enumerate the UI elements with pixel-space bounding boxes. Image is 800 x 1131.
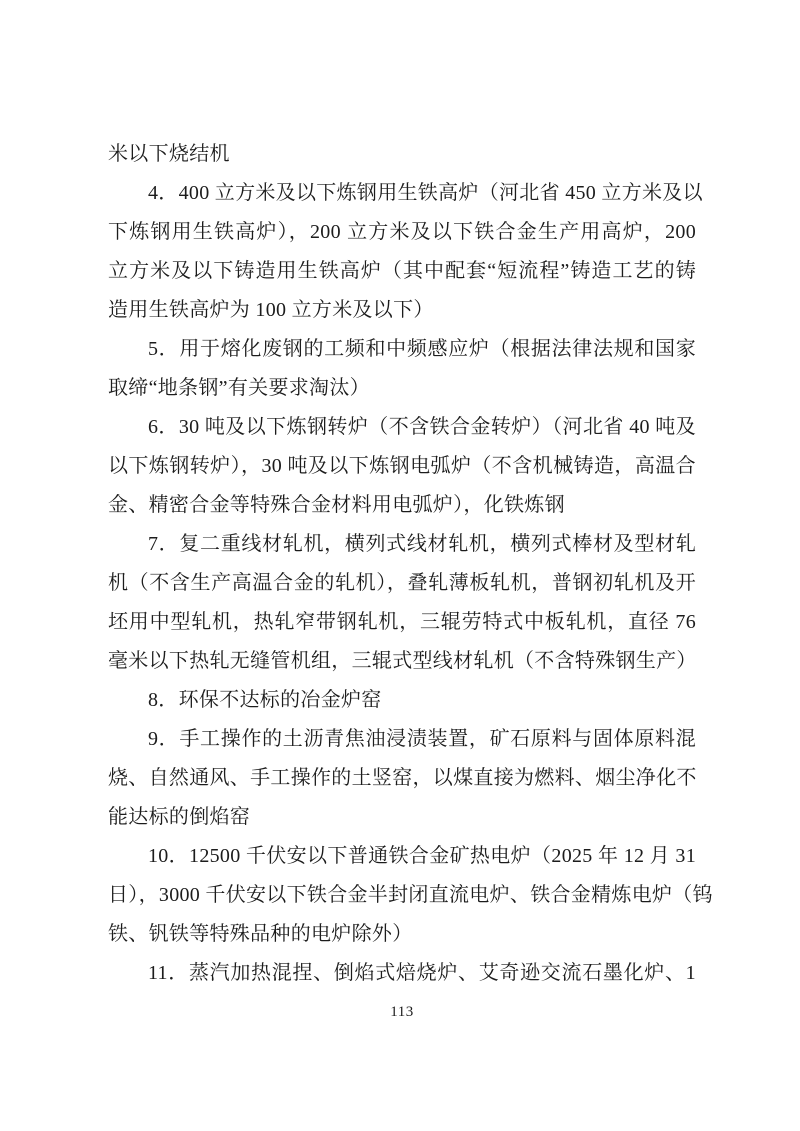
list-item-7 bbox=[108, 525, 696, 681]
text-line: 9．手工操作的土沥青焦油浸渍装置，矿石原料与固体原料混 bbox=[148, 728, 696, 750]
text-line: 7．复二重线材轧机，横列式线材轧机，横列式棒材及型材轧 bbox=[148, 533, 696, 555]
text-line: 毫米以下热轧无缝管机组，三辊式型线材轧机（不含特殊钢生产） bbox=[108, 650, 697, 672]
text-line: 能达标的倒焰窑 bbox=[108, 806, 251, 828]
text-line: 机（不含生产高温合金的轧机），叠轧薄板轧机，普钢初轧机及开 bbox=[108, 572, 696, 594]
list-item-10 bbox=[108, 837, 713, 954]
text-line: 4．400 立方米及以下炼钢用生铁高炉（河北省 450 立方米及以 bbox=[148, 182, 703, 204]
list-item-9 bbox=[108, 720, 696, 837]
text-line: 6．30 吨及以下炼钢转炉（不含铁合金转炉）（河北省 40 吨及 bbox=[148, 416, 696, 438]
list-item-8 bbox=[108, 681, 696, 720]
text-line: 日），3000 千伏安以下铁合金半封闭直流电炉、铁合金精炼电炉（钨 bbox=[108, 884, 713, 906]
document-body bbox=[108, 135, 713, 993]
text-line: 10．12500 千伏安以下普通铁合金矿热电炉（2025 年 12 月 31 bbox=[148, 845, 696, 867]
text-line: 8．环保不达标的冶金炉窑 bbox=[148, 689, 382, 711]
text-line: 烧、自然通风、手工操作的土竖窑，以煤直接为燃料、烟尘净化不 bbox=[108, 767, 697, 789]
page-number: 113 bbox=[390, 1004, 414, 1020]
text-line: 11．蒸汽加热混捏、倒焰式焙烧炉、艾奇逊交流石墨化炉、1 bbox=[148, 962, 696, 984]
page-footer bbox=[108, 1002, 696, 1022]
text-line: 造用生铁高炉为 100 立方米及以下） bbox=[108, 299, 434, 321]
text-line: 下炼钢用生铁高炉），200 立方米及以下铁合金生产用高炉，200 bbox=[108, 221, 696, 243]
paragraph-continuation bbox=[108, 135, 696, 174]
list-item-5 bbox=[108, 330, 696, 408]
text-line: 坯用中型轧机，热轧窄带钢轧机，三辊劳特式中板轧机，直径 76 bbox=[108, 611, 696, 633]
list-item-4 bbox=[108, 174, 703, 330]
text-line: 金、精密合金等特殊合金材料用电弧炉），化铁炼钢 bbox=[108, 494, 565, 516]
text-line: 铁、钒铁等特殊品种的电炉除外） bbox=[108, 923, 413, 945]
text-line: 5．用于熔化废钢的工频和中频感应炉（根据法律法规和国家 bbox=[148, 338, 696, 360]
text-line: 立方米及以下铸造用生铁高炉（其中配套“短流程”铸造工艺的铸 bbox=[108, 260, 696, 282]
text-line: 米以下烧结机 bbox=[108, 143, 230, 165]
text-line: 以下炼钢转炉），30 吨及以下炼钢电弧炉（不含机械铸造，高温合 bbox=[108, 455, 696, 477]
list-item-6 bbox=[108, 408, 696, 525]
list-item-11 bbox=[108, 954, 696, 993]
text-line: 取缔“地条钢”有关要求淘汰） bbox=[108, 377, 370, 399]
